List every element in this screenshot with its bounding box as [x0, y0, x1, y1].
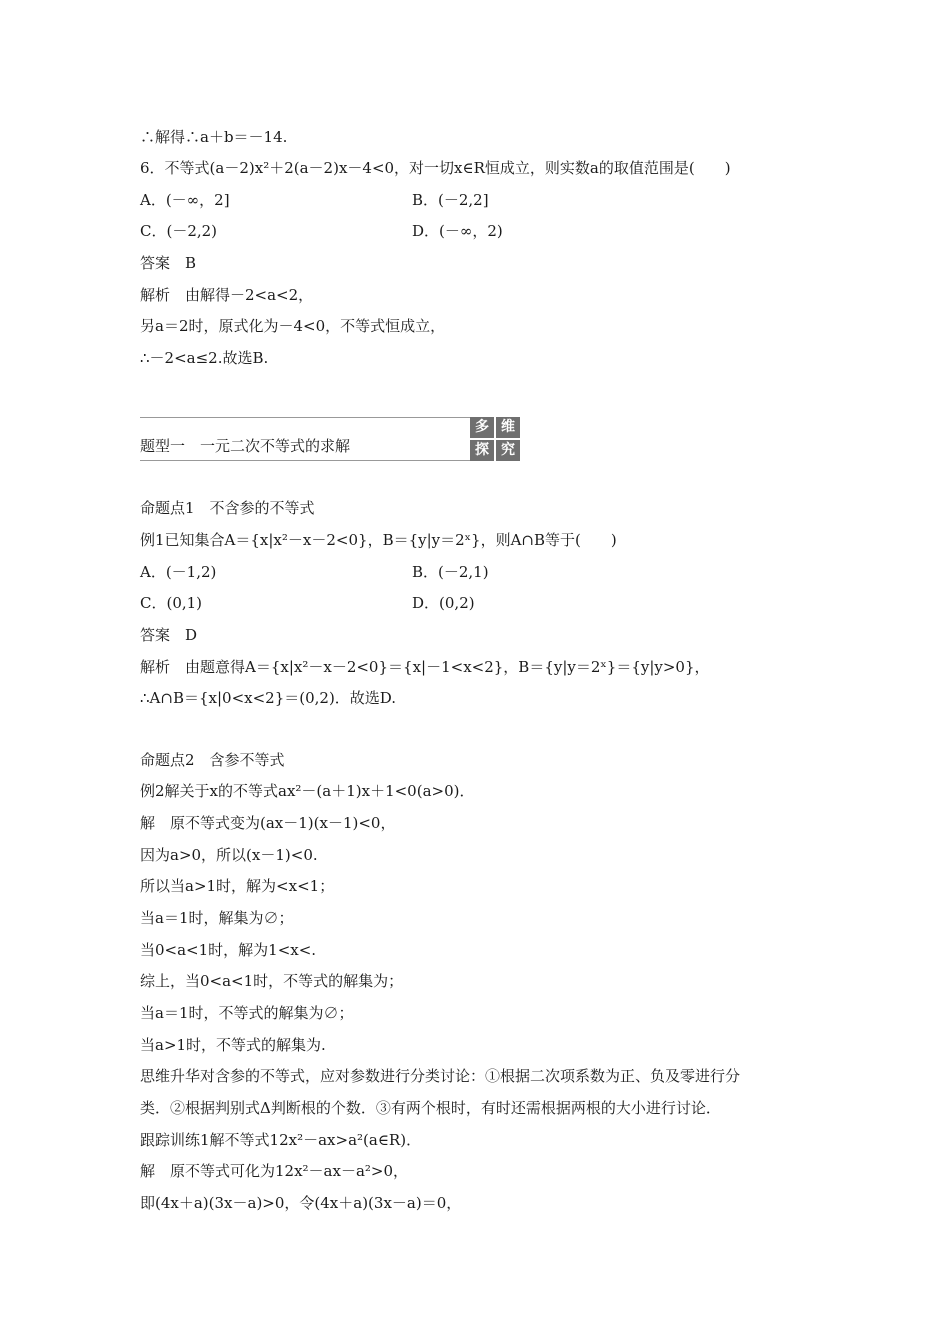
text-line: C．(0,1) — [140, 594, 203, 612]
text-line: 当a＝1时，不等式的解集为∅； — [140, 1004, 354, 1022]
answer-option: B．(－2,1) — [412, 563, 489, 581]
section-rule-top — [140, 417, 470, 418]
text-line: 解析 由题意得A＝{x|x²－x－2<0}＝{x|－1<x<2}，B＝{y|y＝2ˣ}＝{y|y>0}， — [140, 658, 710, 676]
text-line: 综上，当0<a<1时，不等式的解集为； — [140, 972, 404, 990]
text-line: 解析 由解得－2<a<2， — [140, 286, 314, 304]
text-line: 当a>1时，不等式的解集为. — [140, 1036, 326, 1054]
text-line: ∴解得∴a＋b＝－14. — [140, 128, 288, 146]
text-line: 6．不等式(a－2)x²＋2(a－2)x－4<0，对一切x∈R恒成立，则实数a的取值范围是( ) — [140, 159, 731, 177]
text-line: ∴－2<a≤2.故选B. — [140, 349, 269, 367]
text-line: C．(－2,2) — [140, 222, 218, 240]
answer-option: B．(－2,2] — [412, 191, 489, 209]
text-line: 命题点1 不含参的不等式 — [140, 499, 315, 517]
section-header — [140, 417, 520, 461]
text-line: 答案 B — [140, 254, 197, 272]
text-line: A．(－1,2) — [140, 563, 217, 581]
text-line: 例1已知集合A＝{x|x²－x－2<0}，B＝{y|y＝2ˣ}，则A∩B等于( ) — [140, 531, 617, 549]
text-line: 因为a>0，所以(x－1)<0. — [140, 846, 318, 864]
text-line: 例2解关于x的不等式ax²－(a＋1)x＋1<0(a>0)． — [140, 782, 475, 800]
text-line: 解 原不等式可化为12x²－ax－a²>0， — [140, 1162, 409, 1180]
answer-option: D．(0,2) — [412, 594, 475, 612]
text-line: 当0<a<1时，解为1<x<. — [140, 941, 317, 959]
section-rule-bottom — [140, 460, 470, 461]
badge-char: 维 — [496, 417, 520, 438]
section-title: 题型一 一元二次不等式的求解 — [140, 437, 351, 455]
text-line: 跟踪训练1解不等式12x²－ax>a²(a∈R)． — [140, 1131, 422, 1149]
text-line: 当a＝1时，解集为∅； — [140, 909, 294, 927]
text-line: 所以当a>1时，解为<x<1； — [140, 877, 335, 895]
section-badge — [470, 417, 520, 461]
answer-option: D．(－∞，2) — [412, 222, 503, 240]
text-line: 解 原不等式变为(ax－1)(x－1)<0， — [140, 814, 396, 832]
text-line: 类．②根据判别式Δ判断根的个数．③有两个根时，有时还需根据两根的大小进行讨论． — [140, 1099, 721, 1117]
text-line: 答案 D — [140, 626, 198, 644]
text-line: 思维升华对含参的不等式，应对参数进行分类讨论：①根据二次项系数为正、负及零进行分 — [140, 1067, 741, 1085]
text-line: ∴A∩B＝{x|0<x<2}＝(0,2)．故选D. — [140, 689, 397, 707]
text-line: 命题点2 含参不等式 — [140, 751, 285, 769]
text-line: 另a＝2时，原式化为－4<0，不等式恒成立， — [140, 317, 446, 335]
badge-char: 多 — [470, 417, 494, 438]
badge-char: 究 — [496, 440, 520, 461]
text-line: 即(4x＋a)(3x－a)>0，令(4x＋a)(3x－a)＝0， — [140, 1194, 462, 1212]
badge-char: 探 — [470, 440, 494, 461]
text-line: A．(－∞，2] — [140, 191, 230, 209]
